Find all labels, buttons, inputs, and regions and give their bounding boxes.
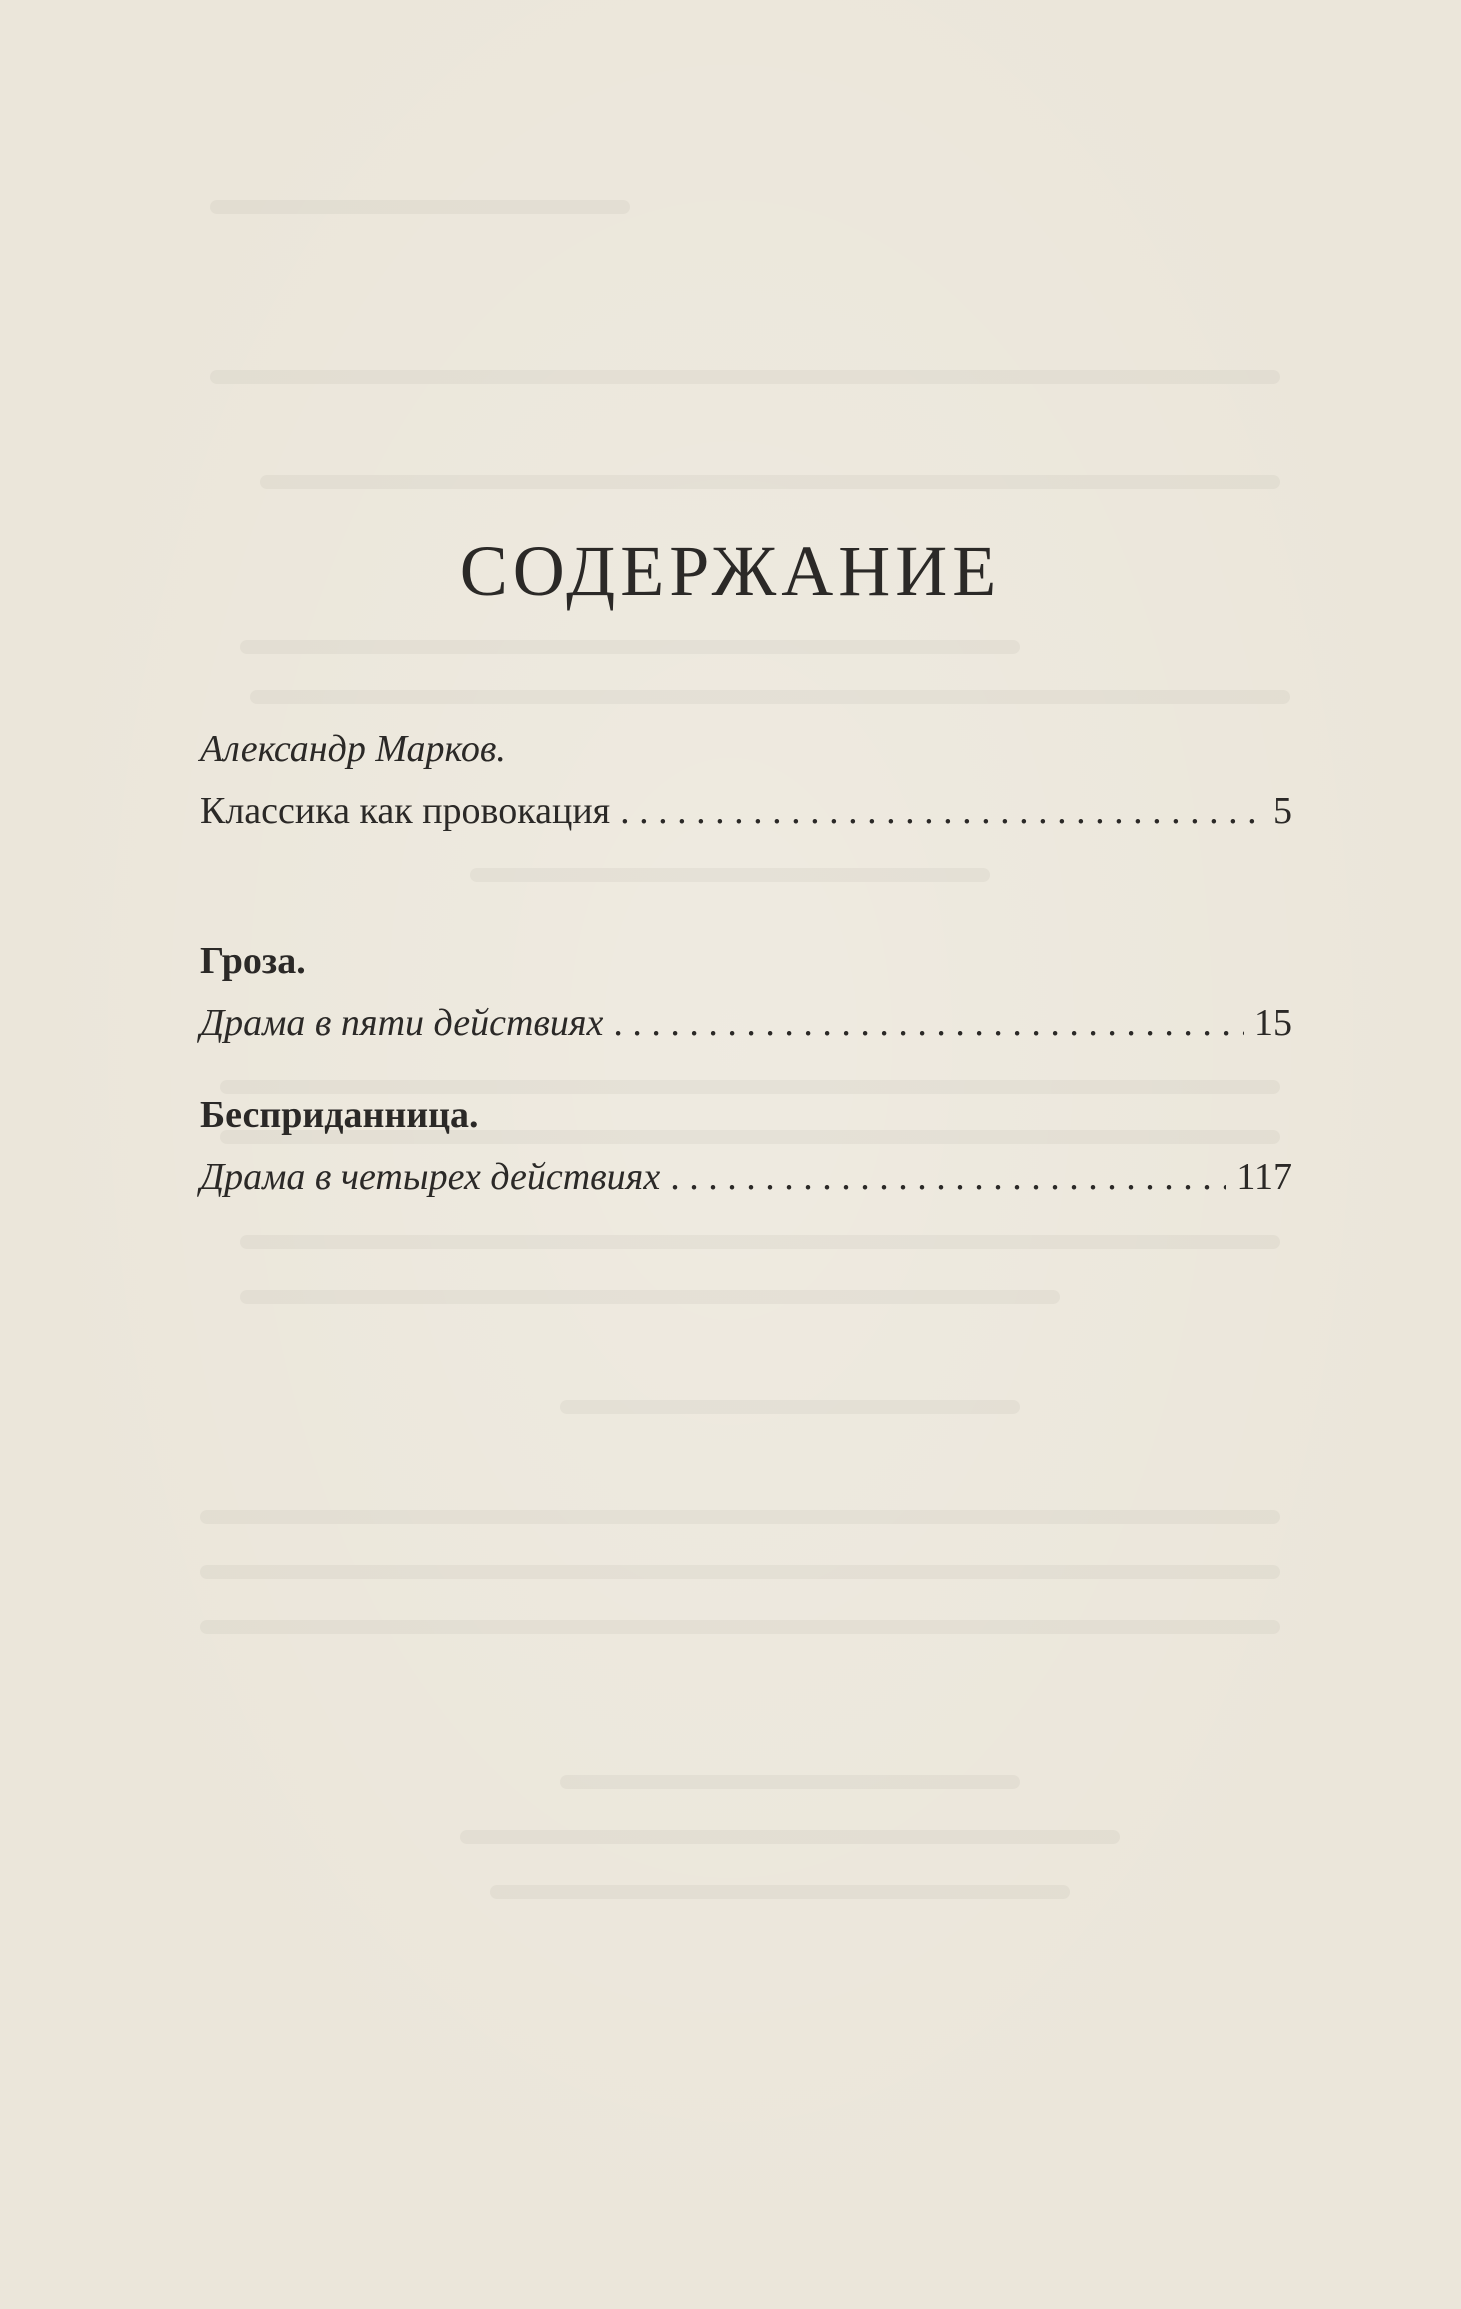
page-title: СОДЕРЖАНИЕ — [459, 531, 1002, 611]
toc-entry-row[interactable] — [200, 992, 1292, 1054]
show-through-mark — [560, 1400, 1020, 1414]
dot-leader — [620, 780, 1263, 842]
show-through-mark — [200, 1565, 1280, 1579]
toc-entry-bespridannitsa — [200, 1084, 1292, 1208]
toc-entry-row[interactable] — [200, 780, 1292, 842]
toc-entry-groza — [200, 930, 1292, 1054]
show-through-mark — [210, 370, 1280, 384]
show-through-mark — [490, 1885, 1070, 1899]
toc-page-number: 5 — [1273, 790, 1292, 832]
toc-entry-label: Драма в четырех действиях — [200, 1156, 661, 1198]
toc-page-number: 117 — [1236, 1156, 1292, 1198]
show-through-mark — [260, 475, 1280, 489]
show-through-mark — [560, 1775, 1020, 1789]
show-through-mark — [210, 200, 630, 214]
show-through-mark — [240, 1290, 1060, 1304]
table-of-contents — [200, 718, 1292, 1208]
dot-leader — [613, 992, 1244, 1054]
toc-entry-row[interactable] — [200, 1146, 1292, 1208]
toc-entry-title: Бесприданница. — [200, 1094, 479, 1136]
show-through-mark — [460, 1830, 1120, 1844]
show-through-mark — [240, 1235, 1280, 1249]
show-through-mark — [250, 690, 1290, 704]
toc-entry-author: Александр Марков. — [200, 728, 506, 770]
toc-page-number: 15 — [1254, 1002, 1292, 1044]
show-through-mark — [200, 1620, 1280, 1634]
show-through-mark — [240, 640, 1020, 654]
toc-entry-label: Классика как провокация — [200, 790, 611, 832]
show-through-mark — [200, 1510, 1280, 1524]
dot-leader — [670, 1146, 1226, 1208]
toc-entry-title: Гроза. — [200, 940, 306, 982]
toc-entry-preface — [200, 718, 1292, 842]
toc-entry-label: Драма в пяти действиях — [200, 1002, 604, 1044]
